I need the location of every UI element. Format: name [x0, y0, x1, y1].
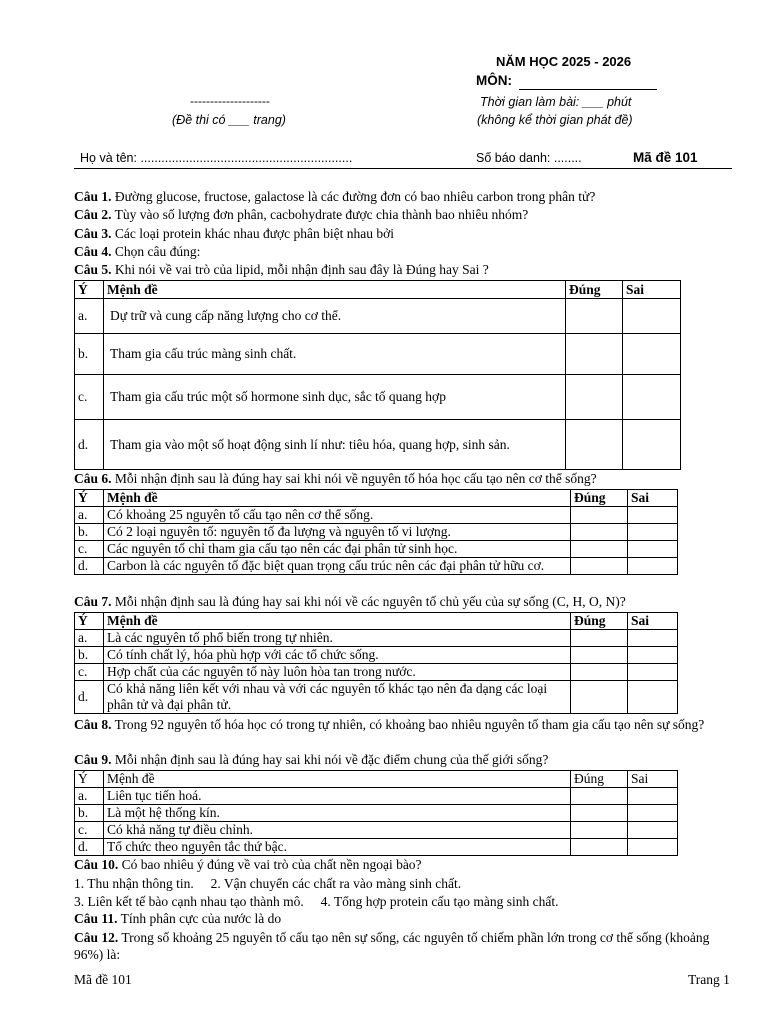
true-cell[interactable]: [571, 507, 628, 524]
true-cell[interactable]: [566, 299, 623, 334]
row-id: d.: [75, 558, 104, 575]
row-statement: Có 2 loại nguyên tố: nguyên tố đa lượng và nguyên tố vi lượng.: [104, 524, 571, 541]
question-10: Câu 10. Có bao nhiêu ý đúng về vai trò của chất nền ngoại bào?: [74, 857, 422, 872]
row-statement: Có khoảng 25 nguyên tố cấu tạo nên cơ thể sống.: [104, 507, 571, 524]
false-cell[interactable]: [623, 375, 681, 420]
table-row: [75, 647, 678, 664]
row-statement: Là các nguyên tố phổ biến trong tự nhiên.: [104, 630, 571, 647]
false-cell[interactable]: [628, 664, 678, 681]
true-cell[interactable]: [571, 558, 628, 575]
row-id: d.: [75, 839, 104, 856]
true-cell[interactable]: [566, 420, 623, 470]
question-8: Câu 8. Trong 92 nguyên tố hóa học có trong tự nhiên, có khoảng bao nhiêu nguyên tố tham gia cấu tạo nên sự sống?: [74, 717, 705, 732]
col-false: Sai: [623, 281, 681, 299]
row-statement: Hợp chất của các nguyên tố này luôn hòa tan trong nước.: [104, 664, 571, 681]
row-id: b.: [75, 334, 104, 375]
true-cell[interactable]: [571, 839, 628, 856]
table-row: [75, 334, 681, 375]
false-cell[interactable]: [623, 334, 681, 375]
question-12: Câu 12. Trong số khoảng 25 nguyên tố cấu tạo nên sự sống, các nguyên tố chiếm phần lớn trong cơ thể sống (khoảng 96%) là:: [74, 930, 710, 962]
row-id: a.: [75, 507, 104, 524]
col-y: Ý: [75, 771, 104, 788]
question-11: Câu 11. Tính phân cực của nước là do: [74, 911, 282, 926]
row-statement: Tổ chức theo nguyên tắc thứ bậc.: [104, 839, 571, 856]
table-row: [75, 420, 681, 470]
table-question-7: [74, 612, 678, 714]
table-question-9: [74, 770, 678, 856]
row-id: d.: [75, 681, 104, 714]
row-id: a.: [75, 788, 104, 805]
table-row: [75, 681, 678, 714]
false-cell[interactable]: [628, 558, 678, 575]
false-cell[interactable]: [628, 805, 678, 822]
question-7: Câu 7. Mỗi nhận định sau là đúng hay sai khi nói về các nguyên tố chủ yếu của sự sống (C, H, O, N)?: [74, 594, 626, 609]
table-row: [75, 839, 678, 856]
false-cell[interactable]: [628, 507, 678, 524]
table-header-row: [75, 613, 678, 630]
false-cell[interactable]: [628, 524, 678, 541]
row-id: c.: [75, 541, 104, 558]
col-statement: Mệnh đề: [104, 281, 566, 299]
col-true: Đúng: [571, 613, 628, 630]
false-cell[interactable]: [628, 647, 678, 664]
false-cell[interactable]: [628, 681, 678, 714]
row-statement: Tham gia vào một số hoạt động sinh lí như: tiêu hóa, quang hợp, sinh sản.: [104, 420, 566, 470]
false-cell[interactable]: [623, 420, 681, 470]
table-row: [75, 664, 678, 681]
question-2: Câu 2. Tùy vào số lượng đơn phân, cacbohydrate được chia thành bao nhiêu nhóm?: [74, 207, 529, 222]
row-statement: Các nguyên tố chỉ tham gia cấu tạo nên các đại phân tử sinh học.: [104, 541, 571, 558]
question-6: Câu 6. Mỗi nhận định sau là đúng hay sai khi nói về nguyên tố hóa học cấu tạo nên cơ thể sống?: [74, 471, 597, 486]
time-label: Thời gian làm bài: ___ phút: [480, 95, 632, 109]
table-question-5: [74, 280, 681, 470]
school-year: NĂM HỌC 2025 - 2026: [496, 54, 632, 69]
row-id: b.: [75, 805, 104, 822]
false-cell[interactable]: [628, 839, 678, 856]
col-statement: Mệnh đề: [104, 490, 571, 507]
true-cell[interactable]: [571, 524, 628, 541]
col-true: Đúng: [571, 771, 628, 788]
true-cell[interactable]: [571, 630, 628, 647]
table-row: [75, 822, 678, 839]
row-statement: Tham gia cấu trúc một số hormone sinh dục, sắc tố quang hợp: [104, 375, 566, 420]
col-true: Đúng: [571, 490, 628, 507]
row-id: c.: [75, 375, 104, 420]
table-row: [75, 558, 678, 575]
table-header-row: [75, 281, 681, 299]
table-row: [75, 541, 678, 558]
row-id: c.: [75, 822, 104, 839]
footer-page-number: Trang 1: [688, 972, 730, 987]
row-statement: Là một hệ thống kín.: [104, 805, 571, 822]
table-row: [75, 630, 678, 647]
question-4: Câu 4. Chọn câu đúng:: [74, 244, 201, 259]
true-cell[interactable]: [571, 541, 628, 558]
row-statement: Dự trữ và cung cấp năng lượng cho cơ thể.: [104, 299, 566, 334]
col-y: Ý: [75, 281, 104, 299]
table-row: [75, 524, 678, 541]
true-cell[interactable]: [571, 681, 628, 714]
true-cell[interactable]: [571, 822, 628, 839]
question-10-options-1: 1. Thu nhận thông tin. 2. Vận chuyển các chất ra vào màng sinh chất.: [74, 876, 462, 891]
question-5: Câu 5. Khi nói về vai trò của lipid, mỗi nhận định sau đây là Đúng hay Sai ?: [74, 262, 489, 277]
table-question-6: [74, 489, 678, 575]
row-id: b.: [75, 524, 104, 541]
col-false: Sai: [628, 771, 678, 788]
question-9: Câu 9. Mỗi nhận định sau là đúng hay sai khi nói về đặc điểm chung của thế giới sống?: [74, 752, 549, 767]
row-statement: Có khả năng tự điều chỉnh.: [104, 822, 571, 839]
row-statement: Liên tục tiến hoá.: [104, 788, 571, 805]
true-cell[interactable]: [571, 788, 628, 805]
question-10-options-2: 3. Liên kết tế bào cạnh nhau tạo thành mô. 4. Tổng hợp protein cấu tạo màng sinh chất.: [74, 894, 559, 909]
row-statement: Có tính chất lý, hóa phù hợp với các tổ chức sống.: [104, 647, 571, 664]
table-row: [75, 805, 678, 822]
student-name-field: Họ và tên: .............................................................: [80, 151, 353, 165]
row-id: a.: [75, 630, 104, 647]
true-cell[interactable]: [571, 664, 628, 681]
row-statement: Tham gia cấu trúc màng sinh chất.: [104, 334, 566, 375]
false-cell[interactable]: [623, 299, 681, 334]
header-dashes: --------------------: [190, 94, 270, 108]
row-id: d.: [75, 420, 104, 470]
table-row: [75, 299, 681, 334]
true-cell[interactable]: [566, 375, 623, 420]
false-cell[interactable]: [628, 822, 678, 839]
pages-note: (Đề thi có ___ trang): [172, 113, 286, 127]
col-true: Đúng: [566, 281, 623, 299]
col-false: Sai: [628, 613, 678, 630]
time-note: (không kể thời gian phát đề): [477, 113, 633, 127]
row-statement: Có khả năng liên kết với nhau và với các nguyên tố khác tạo nên đa dạng các loại phân tử và đại phân tử.: [104, 681, 571, 714]
col-false: Sai: [628, 490, 678, 507]
header-divider: [74, 168, 732, 169]
subject-label: MÔN:: [476, 73, 512, 88]
row-statement: Carbon là các nguyên tố đặc biệt quan trọng cấu trúc nên các đại phân tử hữu cơ.: [104, 558, 571, 575]
true-cell[interactable]: [566, 334, 623, 375]
col-y: Ý: [75, 490, 104, 507]
row-id: b.: [75, 647, 104, 664]
table-row: [75, 507, 678, 524]
footer-exam-code: Mã đề 101: [74, 972, 132, 987]
question-3: Câu 3. Các loại protein khác nhau được phân biệt nhau bởi: [74, 226, 395, 241]
student-id-field: Số báo danh: ........: [476, 151, 582, 165]
table-row: [75, 375, 681, 420]
table-header-row: [75, 490, 678, 507]
row-id: a.: [75, 299, 104, 334]
question-1: Câu 1. Đường glucose, fructose, galactose là các đường đơn có bao nhiêu carbon trong phân tử?: [74, 189, 596, 204]
subject-blank-line: [519, 89, 657, 90]
false-cell[interactable]: [628, 541, 678, 558]
false-cell[interactable]: [628, 788, 678, 805]
col-statement: Mệnh đề: [104, 771, 571, 788]
table-row: [75, 788, 678, 805]
true-cell[interactable]: [571, 647, 628, 664]
row-id: c.: [75, 664, 104, 681]
table-header-row: [75, 771, 678, 788]
true-cell[interactable]: [571, 805, 628, 822]
col-statement: Mệnh đề: [104, 613, 571, 630]
exam-code: Mã đề 101: [633, 150, 698, 165]
false-cell[interactable]: [628, 630, 678, 647]
col-y: Ý: [75, 613, 104, 630]
